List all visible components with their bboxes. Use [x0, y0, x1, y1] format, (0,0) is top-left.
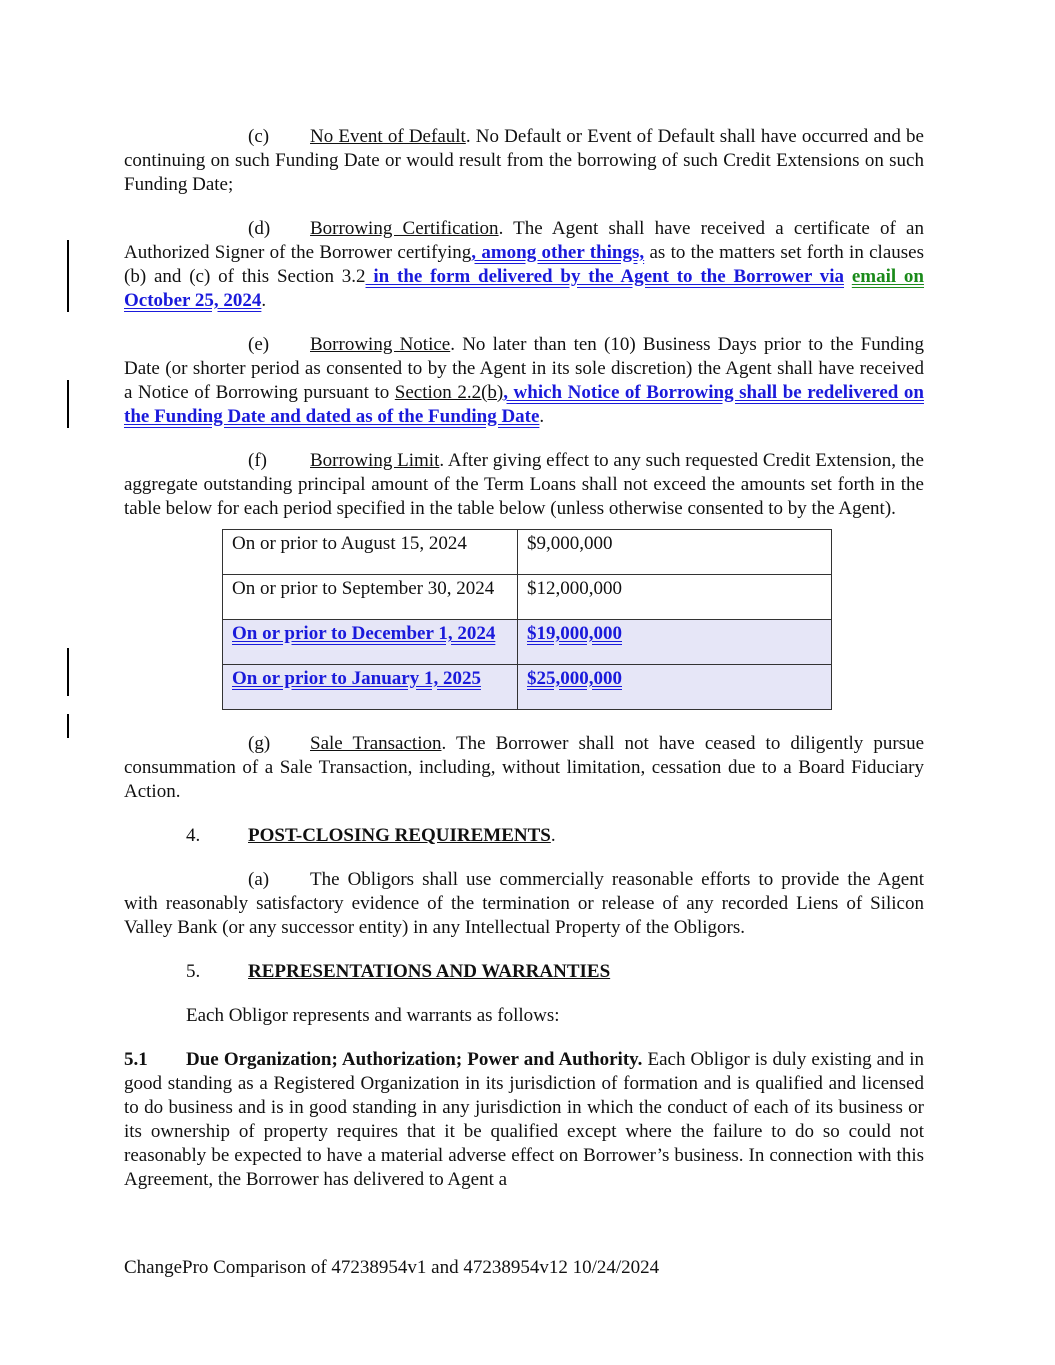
- table-cell-amount: $25,000,000: [518, 665, 832, 710]
- paragraph-4a: (a) The Obligors shall use commercially reasonable efforts to provide the Agent with reasonably satisfactory evidence of the termination or release of any recorded Liens of Silicon Valley Bank (or any successor entity) in any Intellectual Property of the Obligors.: [124, 869, 924, 938]
- inserted-text: , among other things,: [471, 242, 645, 263]
- section-4-heading: 4. POST-CLOSING REQUIREMENTS.: [186, 825, 556, 846]
- change-bar-d: [67, 240, 69, 312]
- paragraph-c: (c) No Event of Default. No Default or Event of Default shall have occurred and be continuing on such Funding Date or would result from the borrowing of such Credit Extensions on such Funding Date;: [124, 126, 924, 195]
- table-cell-amount: $12,000,000: [518, 575, 832, 620]
- table-cell-period: On or prior to January 1, 2025: [223, 665, 518, 710]
- section-reference: Section 2.2(b): [394, 382, 504, 403]
- change-bar-table-row-3: [67, 648, 69, 696]
- table-row-inserted: [223, 665, 832, 710]
- heading-borrowing-certification: Borrowing Certification: [310, 218, 499, 239]
- heading-borrowing-notice: Borrowing Notice: [310, 334, 451, 355]
- change-bar-table-row-4: [67, 714, 69, 738]
- moved-text: email on: [851, 266, 925, 287]
- table-cell-period: On or prior to December 1, 2024: [223, 620, 518, 665]
- footer: ChangePro Comparison of 47238954v1 and 47238954v12 10/24/2024: [124, 1257, 660, 1278]
- table-cell-period: On or prior to September 30, 2024: [223, 575, 518, 620]
- section-5-intro: Each Obligor represents and warrants as follows:: [186, 1005, 560, 1026]
- inserted-text: , which Notice of Borrowing shall be redelivered on the Funding Date and dated as of the Funding Date: [124, 382, 924, 427]
- table-cell-amount: $19,000,000: [518, 620, 832, 665]
- heading-borrowing-limit: Borrowing Limit: [310, 450, 440, 471]
- inserted-text: October 25, 2024: [124, 290, 262, 311]
- table-cell-amount: $9,000,000: [518, 530, 832, 575]
- document-page: [124, 125, 924, 1212]
- borrowing-limit-table: [222, 529, 832, 710]
- change-bar-e: [67, 380, 69, 428]
- paragraph-d: (d) Borrowing Certification. The Agent shall have received a certificate of an Authorized Signer of the Borrower certifying, among other things, as to the matters set forth in clauses (b) and (c) of this Section 3.2 in the form delivered by the Agent to the Borrower via email on October 25, 2024.: [124, 218, 925, 311]
- paragraph-g: (g) Sale Transaction. The Borrower shall not have ceased to diligently pursue consummation of a Sale Transaction, including, without limitation, cessation due to a Board Fiduciary Action.: [124, 733, 924, 802]
- heading-due-organization: Due Organization; Authorization; Power and Authority.: [186, 1049, 643, 1070]
- paragraph-e: (e) Borrowing Notice. No later than ten (10) Business Days prior to the Funding Date (or shorter period as consented to by the Agent in its sole discretion) the Agent shall have received a Notice of Borrowing pursuant to Section 2.2(b), which Notice of Borrowing shall be redelivered on the Funding Date and dated as of the Funding Date.: [124, 334, 924, 427]
- table-row-inserted: [223, 620, 832, 665]
- section-5-heading: 5. REPRESENTATIONS AND WARRANTIES: [186, 961, 611, 982]
- paragraph-f: (f) Borrowing Limit. After giving effect to any such requested Credit Extension, the aggregate outstanding principal amount of the Term Loans shall not exceed the amounts set forth in the table below for each period specified in the table below (unless otherwise consented to by the Agent).: [124, 450, 924, 519]
- inserted-text: in the form delivered by the Agent to the Borrower via: [365, 266, 844, 287]
- heading-no-event-of-default: No Event of Default: [310, 126, 466, 147]
- table-row: [223, 530, 832, 575]
- table-cell-period: On or prior to August 15, 2024: [223, 530, 518, 575]
- heading-sale-transaction: Sale Transaction: [310, 733, 442, 754]
- subsection-5-1: 5.1 Due Organization; Authorization; Power and Authority. Each Obligor is duly existing and in good standing as a Registered Organization in its jurisdiction of formation and is qualified and licensed to do business and is in good standing in any jurisdiction in which the conduct of each of its business or its ownership of property requires that it be qualified except where the failure to do so could not reasonably be expected to have a material adverse effect on Borrower’s business. In connection with this Agreement, the Borrower has delivered to Agent a: [124, 1049, 925, 1190]
- table-row: [223, 575, 832, 620]
